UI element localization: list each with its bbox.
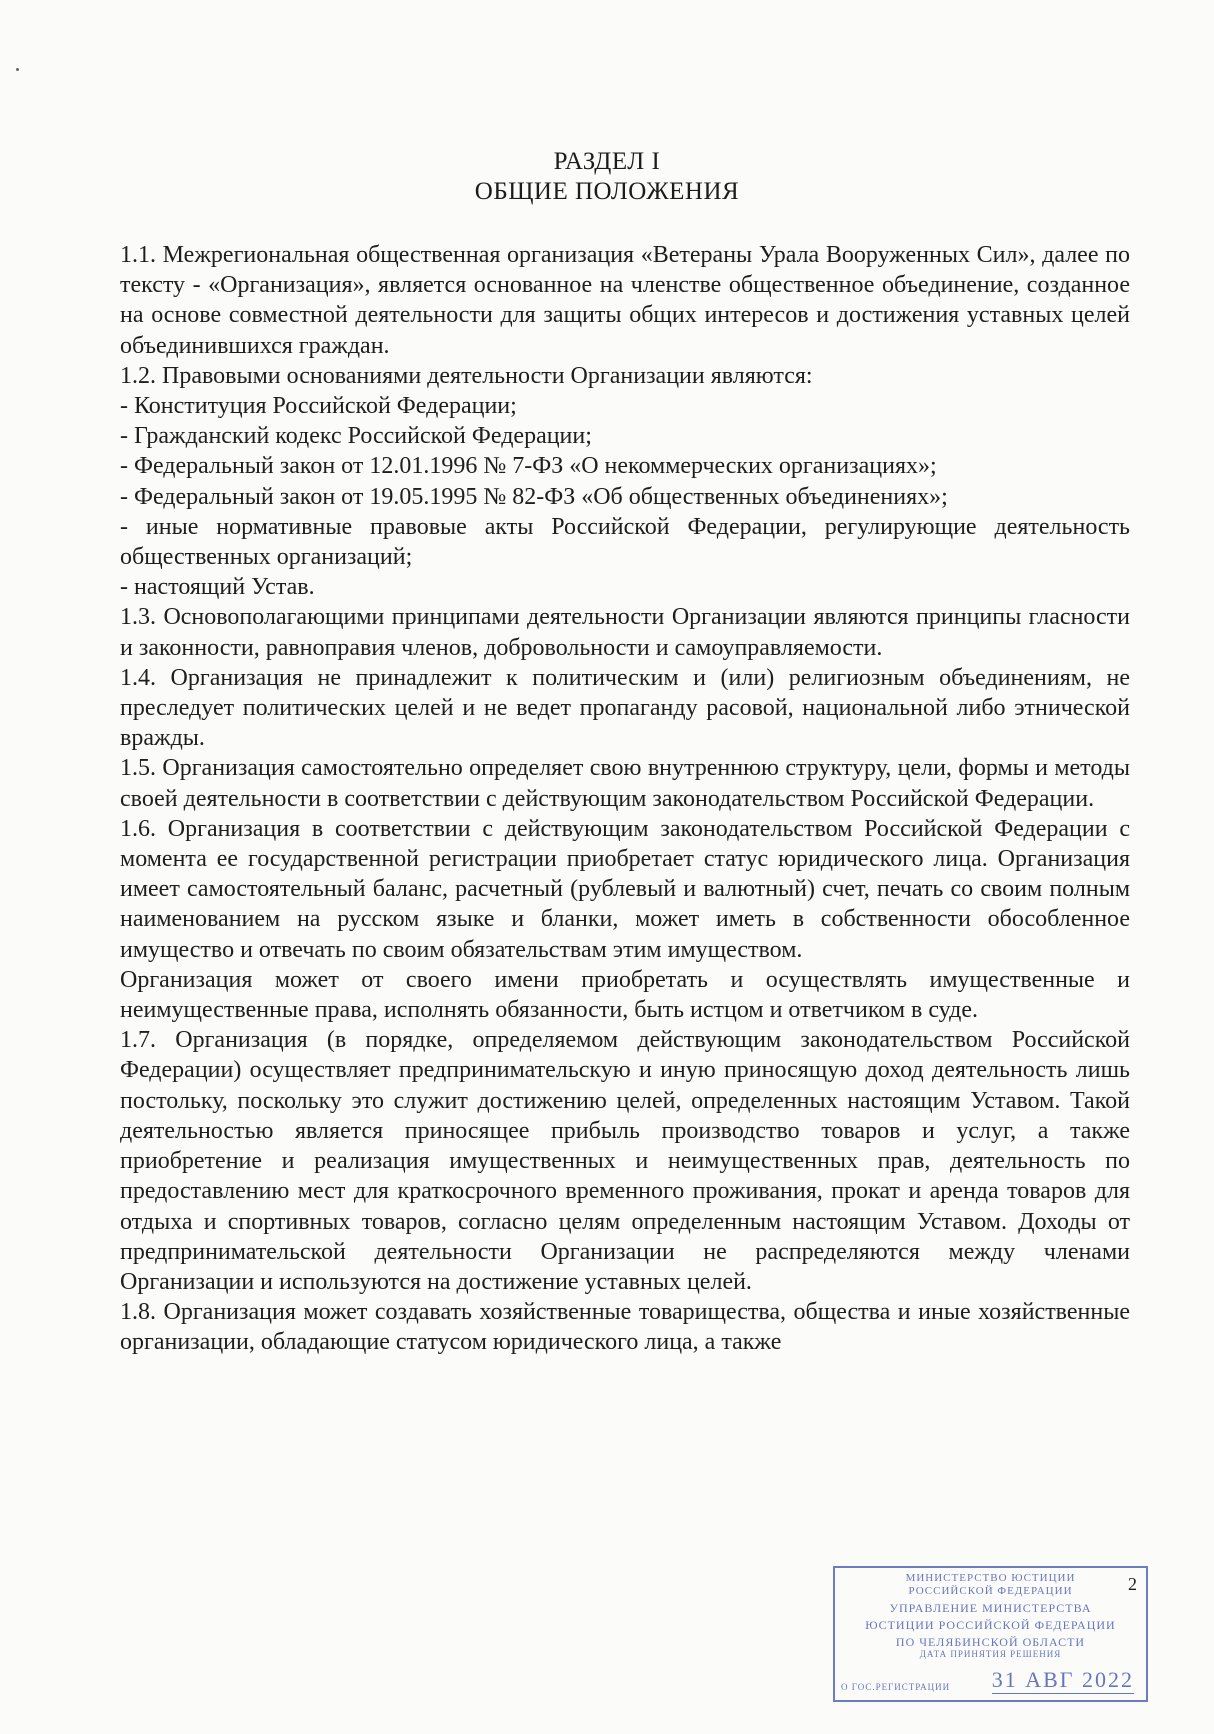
section-title: ОБЩИЕ ПОЛОЖЕНИЯ (474, 178, 740, 205)
stamp-registration-label: О ГОС.РЕГИСТРАЦИИ (841, 1682, 951, 1692)
stamp-department-justice: ЮСТИЦИИ РОССИЙСКОЙ ФЕДЕРАЦИИ (865, 1618, 1116, 1632)
paragraph-1-6-continued: Организация может от своего имени приобретать и осуществлять имущественные и неимущественные права, исполнять обязанности, быть истцом и ответчиком в суде. (120, 966, 1130, 1024)
list-item: - Гражданский кодекс Российской Федерации; (120, 423, 592, 450)
page-number: 2 (1128, 1574, 1137, 1594)
list-item: - Федеральный закон от 12.01.1996 № 7-ФЗ «О некоммерческих организациях»; (120, 453, 937, 480)
paragraph-1-2: 1.2. Правовыми основаниями деятельности Организации являются: (120, 362, 813, 389)
paragraph-1-8: 1.8. Организация может создавать хозяйственные товарищества, общества и иные хозяйственные организации, обладающие статусом юридического лица, а также (120, 1299, 1130, 1356)
stamp-department: УПРАВЛЕНИЕ МИНИСТЕРСТВА (889, 1601, 1092, 1615)
document-body (120, 240, 1130, 1358)
stamp-ministry: МИНИСТЕРСТВО ЮСТИЦИИ (905, 1572, 1076, 1584)
paragraph-1-1: 1.1. Межрегиональная общественная организация «Ветераны Урала Вооруженных Сил», далее по тексту - «Организация», является основанное на членстве общественное объединение, созданное на основе совместной деятельности для защиты общих интересов и достижения уставных целей объединившихся граждан. (120, 242, 1130, 359)
scan-speck (16, 68, 19, 71)
stamp-date-row (841, 1664, 1140, 1694)
paragraph-1-4: 1.4. Организация не принадлежит к политическим и (или) религиозным объединениям, не преследует политических целей и не ведет пропаганду расовой, национальной либо этнической вражды. (120, 664, 1130, 752)
paragraph-1-5: 1.5. Организация самостоятельно определяет свою внутреннюю структуру, цели, формы и методы своей деятельности в соответствии с действующим законодательством Российской Федерации. (120, 755, 1130, 812)
paragraph-1-3: 1.3. Основополагающими принципами деятельности Организации являются принципы гласности и законности, равноправия членов, добровольности и самоуправляемости. (120, 604, 1130, 661)
paragraph-1-6: 1.6. Организация в соответствии с действующим законодательством Российской Федерации с момента ее государственной регистрации приобретает статус юридического лица. Организация имеет самостоятельный баланс, расчетный (рублевый и валютный) счет, печать со своим полным наименованием на русском языке и бланки, может иметь в собственности обособленное имущество и отвечать по своим обязательствам этим имуществом. (120, 815, 1130, 963)
stamp-decision-label: ДАТА ПРИНЯТИЯ РЕШЕНИЯ (919, 1649, 1062, 1659)
registration-stamp (833, 1566, 1148, 1702)
paragraph-1-7: 1.7. Организация (в порядке, определяемом действующим законодательством Российской Федерации) осуществляет предпринимательскую и иную приносящую доход деятельность лишь постольку, поскольку это служит достижению целей, определенных настоящим Уставом. Такой деятельностью является приносящее прибыль производство товаров и услуг, а также приобретение и реализация имущественных и неимущественных прав, деятельность по предоставлению мест для краткосрочного временного проживания, прокат и аренда товаров для отдыха и спортивных товаров, согласно целям определенным настоящим Уставом. Доходы от предпринимательской деятельности Организации не распределяются между членами Организации и используются на достижение уставных целей. (120, 1027, 1130, 1295)
stamp-date: 31 АВГ 2022 (991, 1667, 1134, 1692)
list-item: - иные нормативные правовые акты Российской Федерации, регулирующие деятельность общественных организаций; (120, 513, 1130, 571)
list-item: - Федеральный закон от 19.05.1995 № 82-ФЗ «Об общественных объединениях»; (120, 483, 948, 510)
stamp-region: ПО ЧЕЛЯБИНСКОЙ ОБЛАСТИ (895, 1635, 1086, 1649)
stamp-federation: РОССИЙСКОЙ ФЕДЕРАЦИИ (908, 1585, 1073, 1597)
list-item: - Конституция Российской Федерации; (120, 393, 517, 420)
list-item: - настоящий Устав. (120, 574, 315, 601)
section-heading: РАЗДЕЛ I (553, 148, 661, 175)
